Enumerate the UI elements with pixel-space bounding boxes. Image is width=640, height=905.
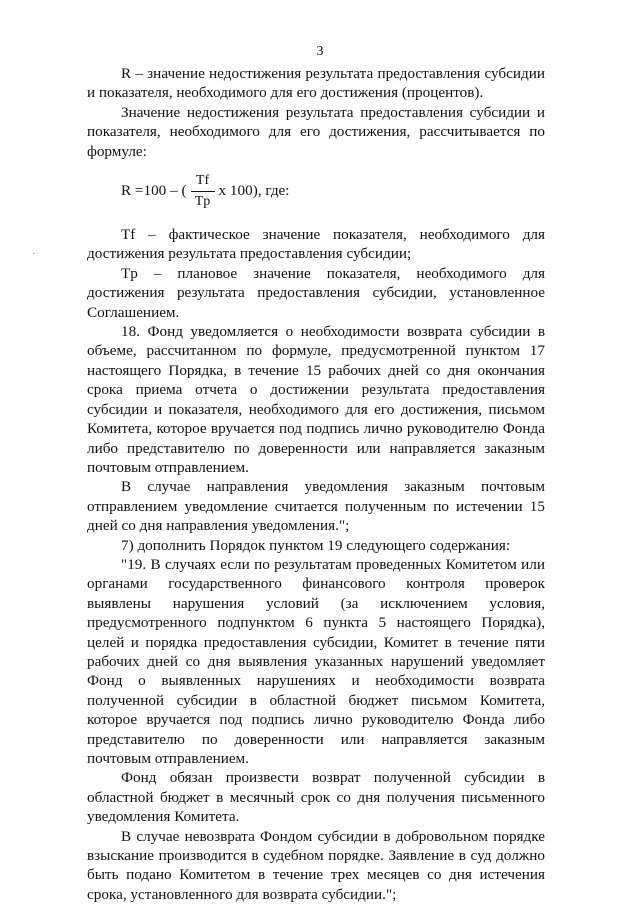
- paragraph-item-19: "19. В случаях если по результатам проведенных Комитетом или органами государственного финансового контроля проверок выявлены нарушения условий (за исключением условия, предусмотренного подпунктом 6 пункта 5 настоящего Порядка), целей и порядка предоставления субсидии, Комитет в течение пяти рабочих дней со дня выявления указанных нарушений уведомляет Фонд о выявленных нарушениях и необходимости возврата полученной субсидии в областной бюджет письмом Комитета, которое вручается под подпись лично руководителю Фонда либо представителю по доверенности или направляется заказным почтовым отправлением.: [87, 555, 545, 767]
- paragraph-notification-received: В случае направления уведомления заказным почтовым отправлением уведомление считается полученным по истечении 15 дней со дня направления уведомления.";: [87, 478, 545, 535]
- margin-mark: ·: [32, 249, 36, 260]
- paragraph-item-18: 18. Фонд уведомляется о необходимости возврата субсидии в объеме, рассчитанном по формуле, предусмотренной пунктом 17 настоящего Порядка, в течение 15 рабочих дней со дня окончания срока приема отчета о достижении результата предоставления субсидии и показателя, необходимого для его достижения, письмом Комитета, которое вручается под подпись лично руководителю Фонда либо представителю по доверенности или направляется заказным почтовым отправлением.: [87, 323, 545, 476]
- formula-lhs: R =100 – (: [121, 182, 187, 200]
- paragraph-court-recovery: В случае невозврата Фондом субсидии в добровольном порядке взыскание производится в судебном порядке. Заявление в суд должно быть подано Комитетом в течение трех месяцев со дня истечения срока, установленного для возврата субсидии.";: [87, 827, 545, 903]
- formula-denominator: Tp: [194, 193, 211, 209]
- paragraph-formula-intro: Значение недостижения результата предоставления субсидии и показателя, необходимого для его достижения, рассчитывается по формуле:: [87, 103, 545, 160]
- fraction-bar: [191, 191, 215, 192]
- paragraph-tf-definition: Tf – фактическое значение показателя, необходимого для достижения результата предоставления субсидии;: [87, 226, 545, 263]
- paragraph-fund-obligation: Фонд обязан произвести возврат полученной субсидии в областной бюджет в месячный срок со дня получения письменного уведомления Комитета.: [87, 769, 545, 826]
- formula-fraction: [191, 173, 215, 210]
- formula-numerator: Tf: [195, 172, 210, 188]
- paragraph-amendment-7: 7) дополнить Порядок пунктом 19 следующего содержания:: [121, 536, 511, 554]
- paragraph-r-definition: R – значение недостижения результата предоставления субсидии и показателя, необходимого для его достижения (процентов).: [87, 65, 545, 102]
- paragraph-tp-definition: Tp – плановое значение показателя, необходимого для достижения результата предоставления субсидии, установленное Соглашением.: [87, 264, 545, 321]
- formula-rhs: x 100), где:: [218, 182, 290, 200]
- formula: [87, 167, 545, 215]
- document-body: [87, 64, 545, 904]
- page-number: 3: [316, 44, 324, 59]
